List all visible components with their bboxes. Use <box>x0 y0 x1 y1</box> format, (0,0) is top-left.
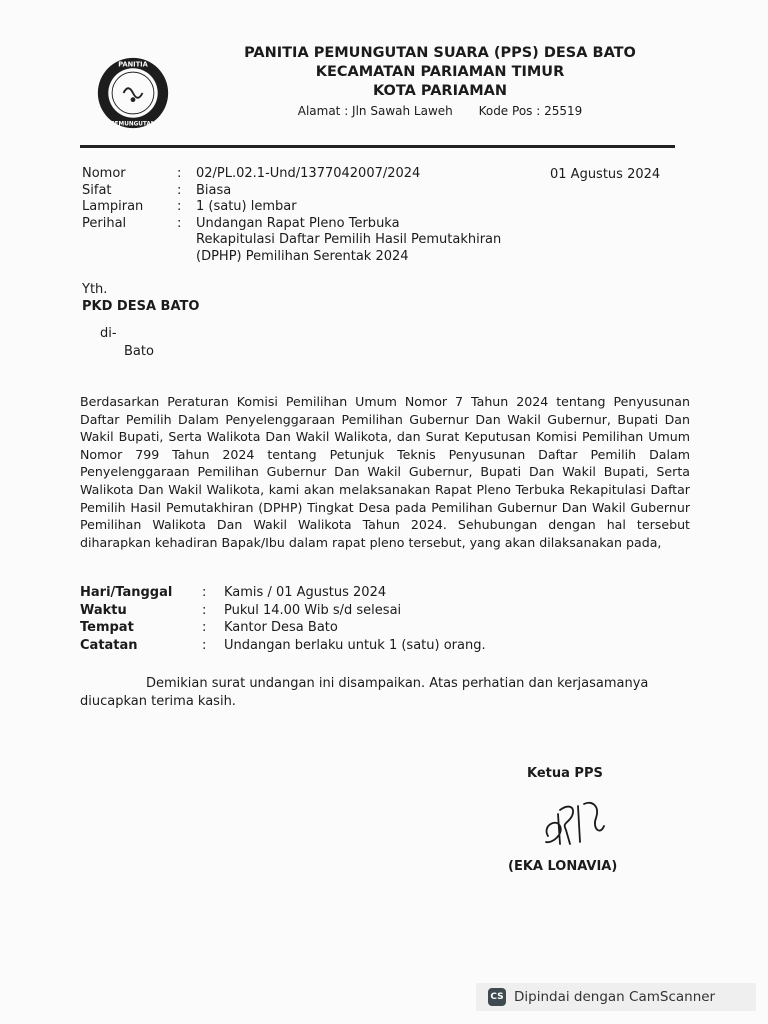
meta-label: Perihal <box>82 215 127 231</box>
recipient-name: PKD DESA BATO <box>82 299 200 314</box>
letterhead-divider <box>80 145 675 148</box>
letter-date: 01 Agustus 2024 <box>550 167 661 182</box>
recipient-salutation: Yth. <box>82 282 108 297</box>
detail-label: Tempat <box>80 620 134 635</box>
meta-colon: : <box>177 182 182 198</box>
meta-value: Rekapitulasi Daftar Pemilih Hasil Pemutakhiran <box>196 232 502 247</box>
meta-label: Lampiran <box>82 199 144 214</box>
letterhead-address-line <box>200 102 680 120</box>
detail-value: Pukul 14.00 Wib s/d selesai <box>224 602 402 618</box>
letterhead-address: Alamat : Jln Sawah Laweh <box>297 104 453 118</box>
meta-label: Nomor <box>82 166 126 181</box>
detail-label: Waktu <box>80 602 127 618</box>
detail-colon: : <box>202 637 207 653</box>
meta-value: (DPHP) Pemilihan Serentak 2024 <box>196 248 409 264</box>
meta-value: 1 (satu) lembar <box>196 199 297 214</box>
handwritten-signature <box>538 796 613 851</box>
camscanner-watermark <box>476 983 756 1011</box>
letter-body: Berdasarkan Peraturan Komisi Pemilihan Umum Nomor 7 Tahun 2024 tentang Penyusunan Daftar Pemilih Dalam Penyelenggaraan Pemilihan Gubernur Dan Wakil Gubernur, Bupati Dan Wakil Bupati, Serta Walikota Dan Wakil Walikota, dan Surat Keputusan Komisi Pemilihan Umum Nomor 799 Tahun 2024 tentang Petunjuk Teknis Penyusunan Daftar Pemilih Dalam Penyelenggaraan Pemilihan Gubernur Dan Wakil Gubernur, Bupati Dan Wakil Bupati, Serta Walikota Dan Wakil Walikota, kami akan melaksanakan Rapat Pleno Terbuka Rekapitulasi Daftar Pemilih Hasil Pemutakhiran (DPHP) Tingkat Desa pada Pemilihan Gubernur Dan Wakil Gubernur Pemilihan Walikota Dan Wakil Walikota Tahun 2024. Sehubungan dengan hal tersebut diharapkan kehadiran Bapak/Ibu dalam rapat pleno tersebut, yang akan dilaksanakan pada, <box>80 394 690 550</box>
meta-colon: : <box>177 215 182 231</box>
signatory-name: (EKA LONAVIA) <box>508 859 618 874</box>
letterhead-district: KECAMATAN PARIAMAN TIMUR <box>315 64 565 80</box>
camscanner-text: Dipindai dengan CamScanner <box>514 989 716 1005</box>
pps-seal-logo <box>95 55 171 131</box>
meta-value: Biasa <box>196 182 232 198</box>
closing-line-2: diucapkan terima kasih. <box>80 694 236 709</box>
recipient-di: di- <box>100 326 117 341</box>
signature-title: Ketua PPS <box>527 766 603 781</box>
meta-colon: : <box>177 199 182 214</box>
detail-label: Catatan <box>80 637 138 653</box>
closing-line-1: Demikian surat undangan ini disampaikan. Atas perhatian dan kerjasamanya <box>146 676 649 691</box>
letter-closing <box>80 675 692 711</box>
svg-text:PANITIA: PANITIA <box>118 60 148 69</box>
meta-colon: : <box>177 166 182 181</box>
detail-label: Hari/Tanggal <box>80 585 173 600</box>
letterhead-postal: Kode Pos : 25519 <box>478 104 583 118</box>
camscanner-icon: CS <box>488 988 506 1006</box>
meta-value: Undangan Rapat Pleno Terbuka <box>196 215 400 231</box>
letterhead <box>200 44 680 120</box>
detail-value: Undangan berlaku untuk 1 (satu) orang. <box>224 637 486 653</box>
svg-text:PEMUNGUTAN: PEMUNGUTAN <box>110 121 156 128</box>
detail-value: Kantor Desa Bato <box>224 620 338 635</box>
detail-colon: : <box>202 602 207 618</box>
recipient-place: Bato <box>124 344 154 359</box>
detail-value: Kamis / 01 Agustus 2024 <box>224 585 387 600</box>
letterhead-org: PANITIA PEMUNGUTAN SUARA (PPS) DESA BATO <box>244 45 636 61</box>
detail-colon: : <box>202 585 207 600</box>
letterhead-city: KOTA PARIAMAN <box>372 83 508 99</box>
meta-label: Sifat <box>82 182 112 198</box>
meta-value: 02/PL.02.1-Und/1377042007/2024 <box>196 166 421 181</box>
detail-colon: : <box>202 620 207 635</box>
